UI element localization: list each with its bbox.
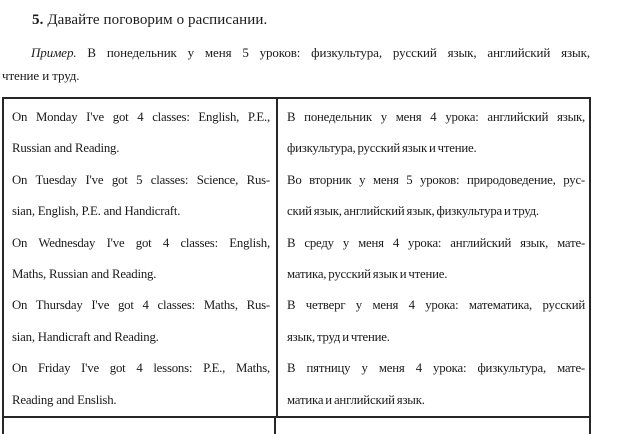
table-column-russian [278, 99, 589, 416]
table-text-line: матика и английский язык. [287, 392, 425, 407]
table-text-line: В среду у меня 4 урока: английский язык, мате- [287, 235, 585, 250]
table-text-line: язык, труд и чтение. [287, 329, 390, 344]
table-text-line: On Tuesday I've got 5 classes: Science, Rus- [12, 172, 270, 187]
example-paragraph-line-1 [2, 37, 590, 68]
table-text-line: On Monday I've got 4 classes: English, P.E., [12, 110, 270, 124]
table-column-english [4, 99, 278, 416]
example-text: В понедельник у меня 5 уроков: физкультура, русский язык, английский язык, [87, 45, 590, 60]
table-text-line: физкультура, русский язык и чтение. [287, 141, 477, 156]
table-text-line: Maths, Russian and Reading. [12, 266, 157, 281]
exercise-heading [32, 10, 267, 30]
table-text-line: матика, русский язык и чтение. [287, 266, 448, 281]
example-label: Пример. [31, 45, 77, 60]
table-text-line: В понедельник у меня 4 урока: английский язык, [287, 110, 585, 124]
table-text-line: Reading and Enslish. [12, 392, 117, 407]
table-text-line: On Wednesday I've got 4 classes: English, [12, 235, 270, 250]
table-text-line: В пятницу у меня 4 урока: физкультура, мате- [287, 361, 585, 376]
table-continuation-border [2, 418, 4, 434]
table-text-line: sian, Handicraft and Reading. [12, 329, 159, 344]
table-text-line: Во вторник у меня 5 уроков: природоведение, рус- [287, 172, 585, 187]
table-text-line: ский язык, английский язык, физкультура и труд. [287, 204, 539, 219]
exercise-number: 5. [32, 12, 44, 28]
table-text-line: sian, English, P.E. and Handicraft. [12, 204, 181, 219]
table-text-line: В четверг у меня 4 урока: математика, русский [287, 298, 585, 313]
table-text-line: On Thursday I've got 4 classes: Maths, Rus- [12, 298, 270, 313]
table-text-line: Russian and Reading. [12, 141, 120, 156]
example-paragraph-line-2: чтение и труд. [2, 68, 80, 83]
table-continuation-border [589, 418, 591, 434]
table-text-line: On Friday I've got 4 lessons: P.E., Maths, [12, 361, 270, 376]
translation-table [2, 97, 591, 418]
exercise-title: Давайте поговорим о расписании. [47, 12, 268, 28]
table-continuation-border [274, 418, 276, 434]
